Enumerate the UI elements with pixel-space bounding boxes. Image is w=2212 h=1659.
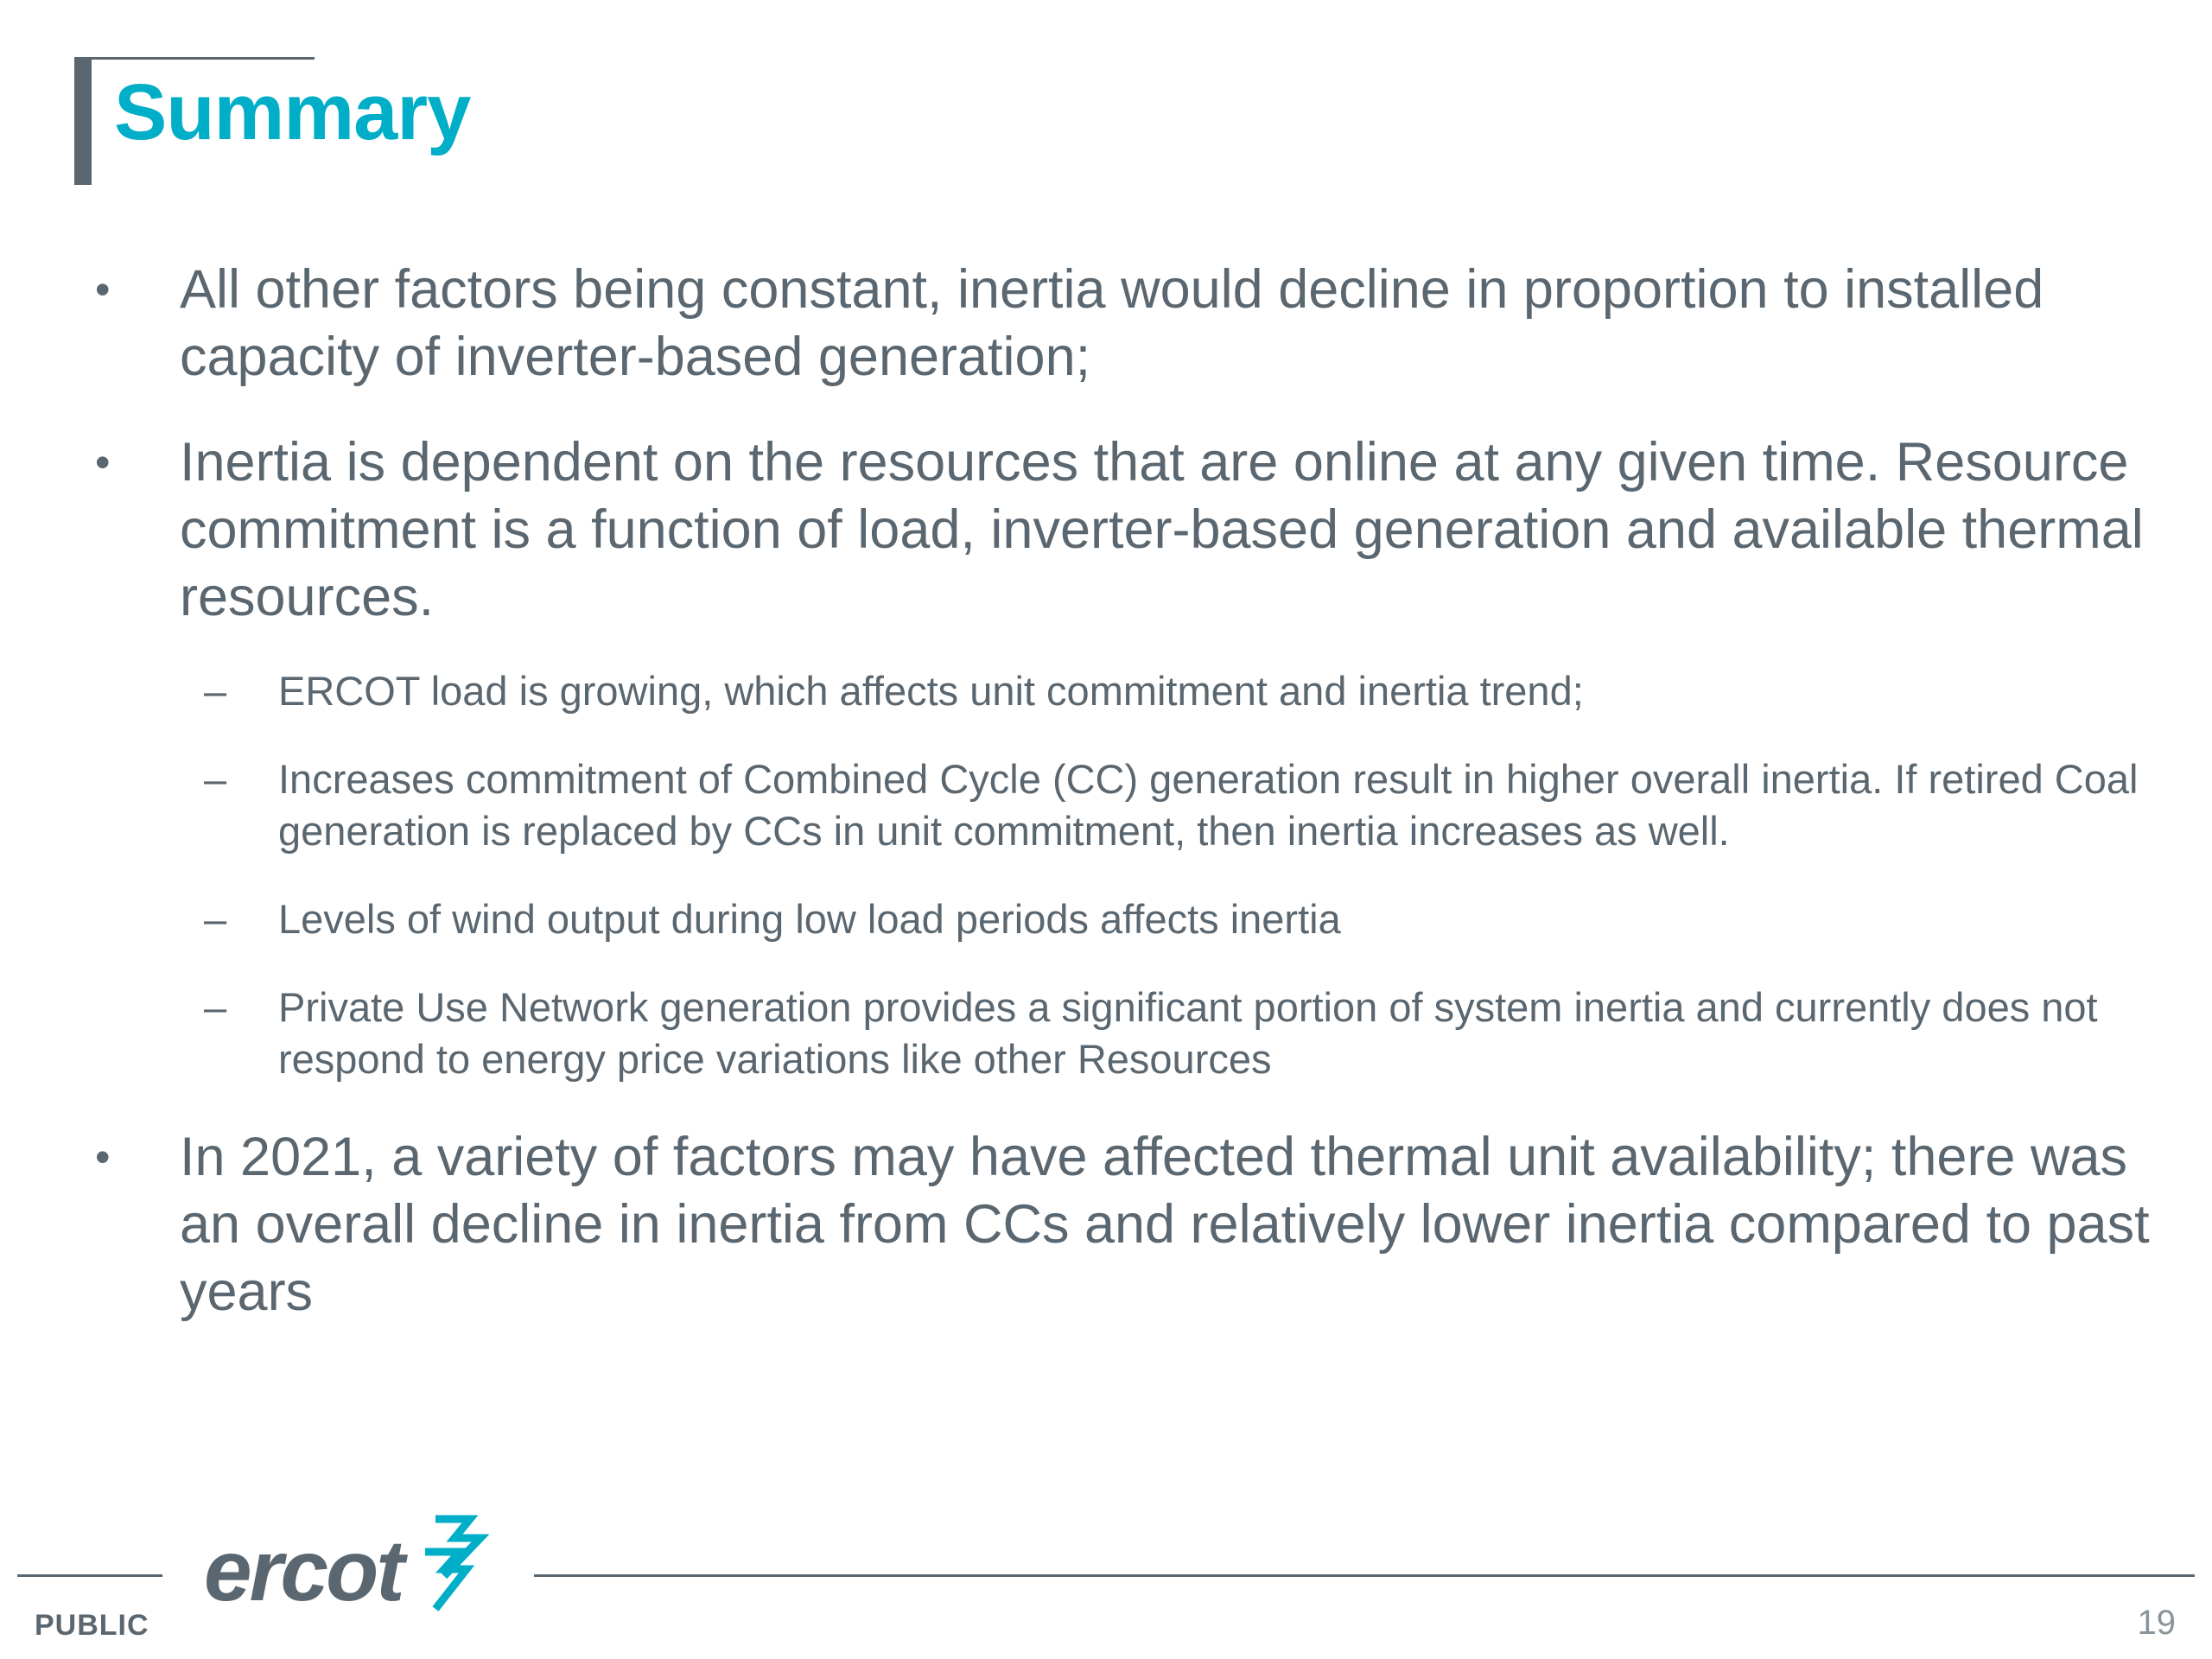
sub-bullet-item bbox=[93, 982, 2150, 1085]
sub-bullet-item bbox=[93, 665, 2150, 717]
sub-bullet-text: Levels of wind output during low load periods affects inertia bbox=[278, 896, 1341, 942]
bullet-dot-icon: • bbox=[95, 1133, 111, 1181]
title-frame-left-bar bbox=[74, 57, 92, 185]
sub-bullet-text: Increases commitment of Combined Cycle (CC) generation result in higher overall inertia. If retired Coal generation is replaced by CCs in unit commitment, then inertia increases as well. bbox=[278, 756, 2139, 854]
classification-label: PUBLIC bbox=[35, 1609, 149, 1642]
footer-divider-right bbox=[534, 1574, 2195, 1577]
sub-bullet-text: Private Use Network generation provides a significant portion of system inertia and currently does not respond to energy price variations like other Resources bbox=[278, 984, 2098, 1082]
page-number: 19 bbox=[2137, 1604, 2176, 1642]
bullet-dot-icon: • bbox=[95, 265, 111, 314]
ercot-bolt-icon bbox=[410, 1512, 493, 1620]
sub-bullet-text: ERCOT load is growing, which affects unit commitment and inertia trend; bbox=[278, 668, 1584, 714]
title-frame-top-line bbox=[74, 57, 315, 60]
slide-content bbox=[93, 256, 2150, 1325]
ercot-logo bbox=[204, 1521, 493, 1620]
bullet-text: In 2021, a variety of factors may have affected thermal unit availability; there was an overall decline in inertia from CCs and relatively lower inertia compared to past years bbox=[180, 1127, 2150, 1322]
bullet-item bbox=[93, 256, 2150, 391]
bullet-dot-icon: • bbox=[95, 438, 111, 486]
bullet-item bbox=[93, 429, 2150, 631]
dash-icon: – bbox=[204, 896, 227, 942]
logo-wordmark: ercot bbox=[204, 1522, 403, 1619]
sub-bullet-item bbox=[93, 753, 2150, 857]
dash-icon: – bbox=[204, 756, 227, 802]
bullet-text: Inertia is dependent on the resources that are online at any given time. Resource commitment is a function of load, inverter-based generation and available thermal resources. bbox=[180, 432, 2144, 627]
sub-bullet-list bbox=[93, 665, 2150, 1085]
footer-divider-left bbox=[17, 1574, 162, 1577]
dash-icon: – bbox=[204, 668, 227, 714]
sub-bullet-item bbox=[93, 893, 2150, 945]
bullet-text: All other factors being constant, inertia would decline in proportion to installed capacity of inverter-based generation; bbox=[180, 259, 2044, 387]
slide-title: Summary bbox=[114, 68, 471, 156]
bullet-item bbox=[93, 1123, 2150, 1325]
dash-icon: – bbox=[204, 984, 227, 1030]
